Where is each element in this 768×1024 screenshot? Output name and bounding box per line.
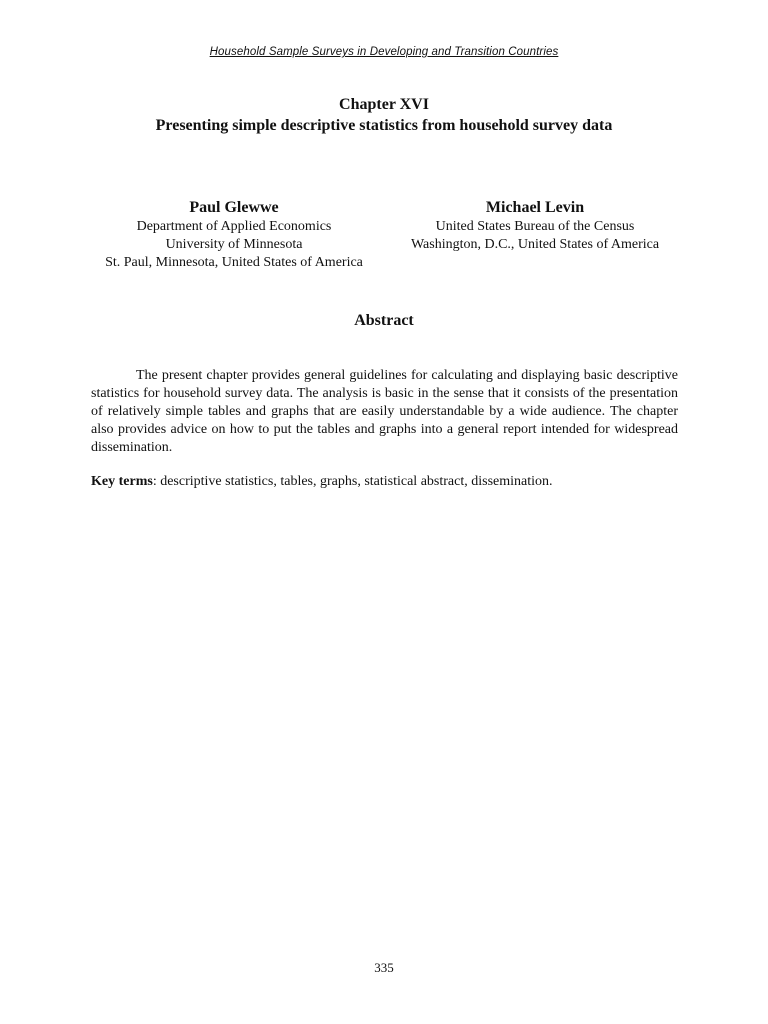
author-name: Paul Glewwe bbox=[189, 199, 279, 216]
key-terms-label: Key terms bbox=[91, 474, 153, 489]
author-affiliation-line: Department of Applied Economics bbox=[136, 219, 332, 234]
author-affiliation-line: Washington, D.C., United States of America bbox=[410, 237, 660, 252]
author-block-levin bbox=[390, 198, 680, 254]
author-name: Michael Levin bbox=[485, 199, 585, 216]
author-affiliation-line: University of Minnesota bbox=[165, 237, 303, 252]
chapter-heading bbox=[0, 94, 768, 136]
author-affiliation-line: United States Bureau of the Census bbox=[435, 219, 635, 234]
author-block-glewwe bbox=[84, 198, 384, 272]
key-terms bbox=[91, 473, 678, 491]
abstract-heading: Abstract bbox=[354, 312, 414, 329]
chapter-title: Presenting simple descriptive statistics from household survey data bbox=[155, 117, 613, 134]
running-header: Household Sample Surveys in Developing and Transition Countries bbox=[209, 46, 559, 58]
abstract-body: The present chapter provides general guidelines for calculating and displaying basic descriptive statistics for household survey data. The analysis is basic in the sense that it consists of the presentation of relatively simple tables and graphs that are easily understandable by a wide audience. The chapter also provides advice on how to put the tables and graphs into a general report intended for widespread dissemination. bbox=[91, 368, 678, 455]
page-number: 335 bbox=[374, 960, 394, 975]
key-terms-text: : descriptive statistics, tables, graphs, statistical abstract, dissemination. bbox=[152, 474, 553, 489]
author-affiliation-line: St. Paul, Minnesota, United States of America bbox=[105, 255, 363, 270]
chapter-number: Chapter XVI bbox=[339, 96, 429, 113]
